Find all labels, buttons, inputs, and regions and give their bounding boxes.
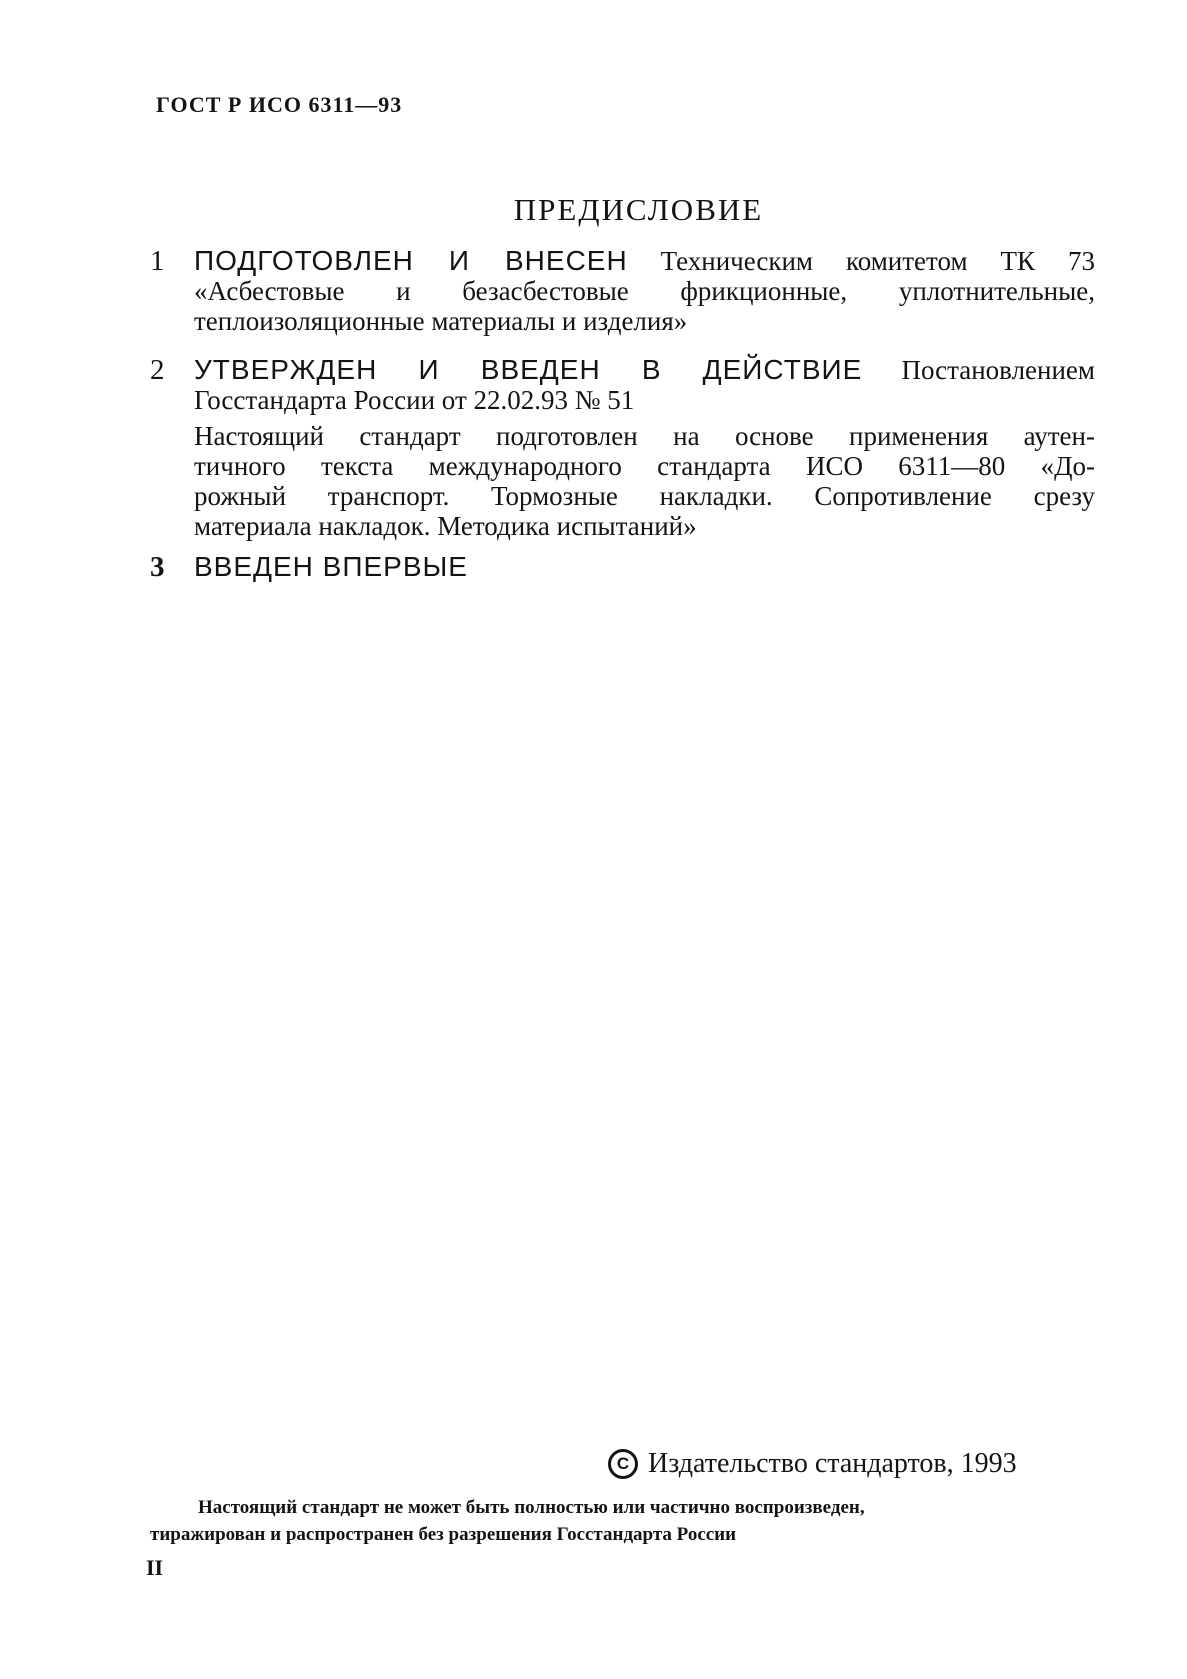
item-caps-heading: ПОДГОТОВЛЕН И ВНЕСЕН (194, 245, 628, 276)
item-line (194, 552, 1095, 582)
item-line (194, 355, 1095, 385)
item-number: 3 (150, 551, 165, 583)
foreword-item-3 (150, 552, 1095, 582)
notice-line: Настоящий стандарт не может быть полностью или частично воспроизведен, (198, 1497, 865, 1518)
item-body (194, 552, 1095, 582)
item-caps-heading: ВВЕДЕН ВПЕРВЫЕ (194, 551, 468, 582)
notice-line: тиражирован и распространен без разрешения Госстандарта России (150, 1524, 737, 1545)
item-line (194, 246, 1095, 276)
page-number: II (146, 1555, 164, 1580)
standard-code-header: ГОСТ Р ИСО 6311—93 (156, 92, 403, 117)
item-body (194, 246, 1095, 336)
item-note (194, 421, 1095, 541)
item-line-rest: Техническим комитетом ТК 73 (660, 246, 1095, 276)
item-body (194, 355, 1095, 541)
copyright-icon: C (608, 1449, 638, 1479)
copyright-line (608, 1448, 1017, 1480)
copyright-text: Издательство стандартов, 1993 (648, 1448, 1017, 1479)
item-caps-heading: УТВЕРЖДЕН И ВВЕДЕН В ДЕЙСТВИЕ (194, 354, 863, 385)
item-line: теплоизоляционные материалы и изделия» (194, 306, 688, 336)
item-number: 2 (150, 354, 165, 386)
note-line: материала накладок. Методика испытаний» (194, 511, 697, 541)
foreword-item-2 (150, 355, 1095, 541)
item-line: Госстандарта России от 22.02.93 № 51 (194, 385, 635, 415)
foreword-item-1 (150, 246, 1095, 336)
item-number: 1 (150, 245, 165, 277)
item-line-rest: Постановлением (901, 355, 1095, 385)
note-line: тичного текста международного стандарта ИСО 6311—80 «До- (194, 451, 1095, 481)
note-line: Настоящий стандарт подготовлен на основе применения аутен- (194, 421, 1095, 451)
item-line: «Асбестовые и безасбестовые фрикционные, уплотнительные, (194, 276, 1095, 306)
note-line: рожный транспорт. Тормозные накладки. Сопротивление срезу (194, 481, 1095, 511)
reproduction-notice (150, 1494, 1095, 1548)
page-title: ПРЕДИСЛОВИЕ (513, 192, 764, 227)
